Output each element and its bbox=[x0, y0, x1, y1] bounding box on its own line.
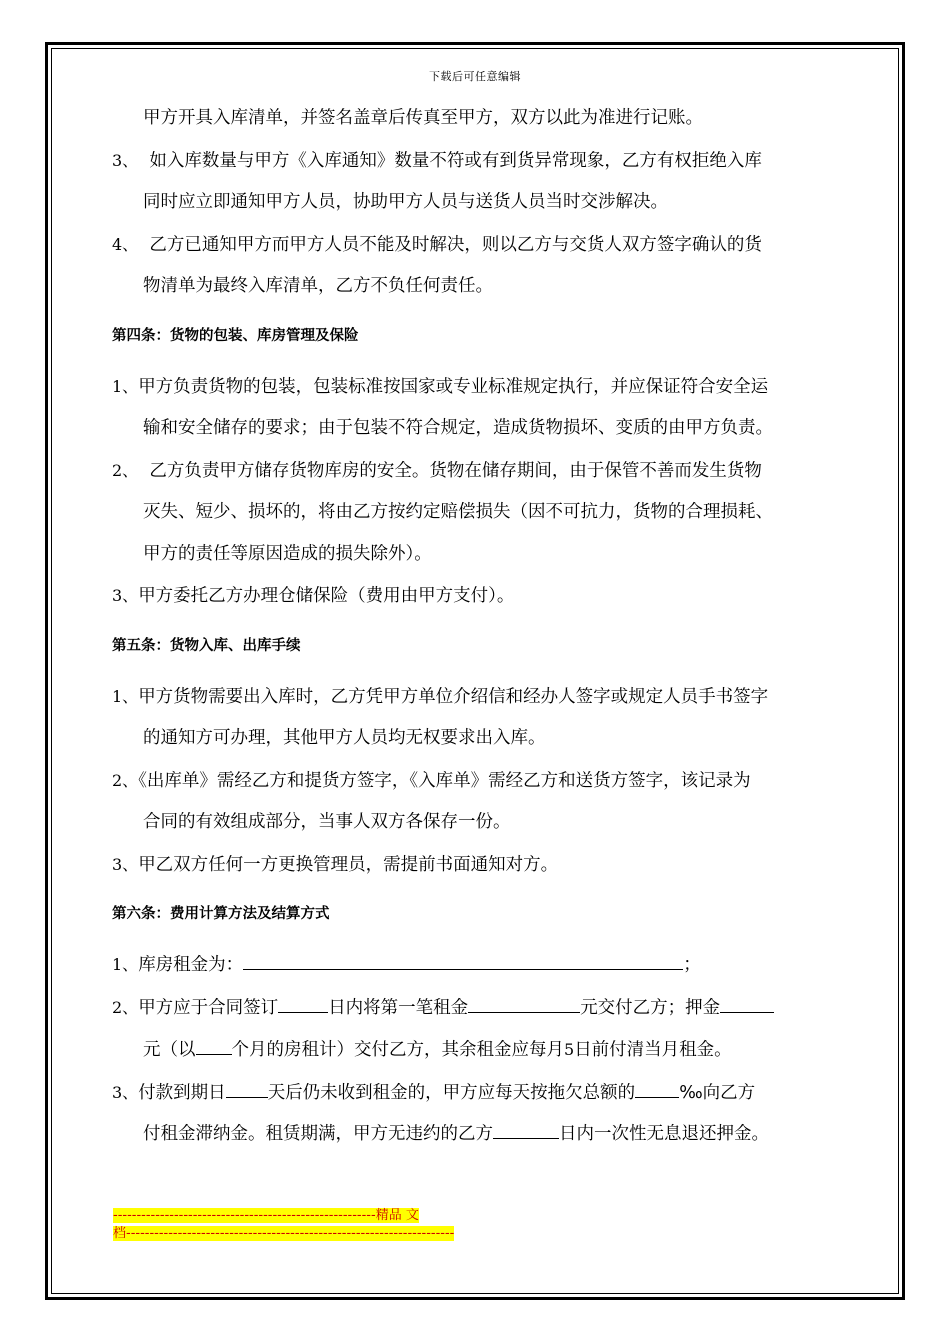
item-text-continued: 物清单为最终入库清单，乙方不负任何责任。 bbox=[143, 276, 493, 296]
item-number: 3、 bbox=[112, 150, 139, 170]
footer-line: 档---------------------------------------------------------------------- bbox=[113, 1226, 455, 1241]
blank-field bbox=[196, 1040, 232, 1055]
item-text: 付款到期日 bbox=[138, 1082, 226, 1103]
item-text: 元（以 bbox=[143, 1040, 196, 1060]
page-header: 下载后可任意编辑 bbox=[429, 70, 521, 83]
blank-field bbox=[635, 1083, 679, 1098]
item-text: 天后仍未收到租金的，甲方应每天按拖欠总额的 bbox=[267, 1082, 636, 1103]
item-text: 日内一次性无息退还押金。 bbox=[559, 1124, 769, 1144]
list-item bbox=[112, 224, 842, 267]
item-text: 付租金滞纳金。租赁期满，甲方无违约的乙方 bbox=[143, 1124, 493, 1144]
item-text-continued bbox=[112, 1114, 842, 1156]
footer-watermark bbox=[113, 1207, 454, 1243]
section-title: 第五条：货物入库、出库手续 bbox=[112, 637, 301, 654]
blank-field bbox=[226, 1083, 268, 1098]
section-title: 第六条：费用计算方法及结算方式 bbox=[112, 906, 330, 922]
item-text: ‰向乙方 bbox=[679, 1082, 756, 1103]
item-text: 乙方已通知甲方而甲方人员不能及时解决，则以乙方与交货人双方签字确认的货 bbox=[149, 234, 762, 255]
blank-field bbox=[278, 998, 328, 1013]
blank-field bbox=[243, 955, 683, 970]
footer-line: --------------------------------------------------------精品 文 bbox=[113, 1208, 419, 1223]
blank-field bbox=[493, 1124, 559, 1139]
item-text-continued: 灭失、短少、损坏的，将由乙方按约定赔偿损失（因不可抗力，货物的合理损耗、 bbox=[143, 502, 773, 522]
item-text: 甲乙双方任何一方更换管理员，需提前书面通知对方。 bbox=[138, 854, 559, 875]
item-text: 甲方货物需要出入库时，乙方凭甲方单位介绍信和经办人签字或规定人员手书签字 bbox=[138, 686, 769, 707]
item-text-continued: 的通知方可办理，其他甲方人员均无权要求出入库。 bbox=[143, 728, 546, 748]
list-item bbox=[112, 575, 842, 618]
list-item bbox=[112, 987, 842, 1030]
section-title: 第四条：货物的包装、库房管理及保险 bbox=[112, 327, 359, 344]
blank-field bbox=[720, 998, 774, 1013]
item-text: 日内将第一笔租金 bbox=[328, 997, 469, 1018]
item-number: 4、 bbox=[112, 234, 139, 254]
item-text-continued: 合同的有效组成部分，当事人双方各保存一份。 bbox=[143, 812, 511, 832]
item-number: 2、 bbox=[112, 997, 139, 1017]
item-text-continued: 输和安全储存的要求；由于包装不符合规定，造成货物损坏、变质的由甲方负责。 bbox=[143, 418, 773, 438]
item-number: 3、 bbox=[112, 586, 139, 605]
item-number: 5 bbox=[564, 1040, 575, 1059]
item-number: 2、 bbox=[112, 770, 139, 790]
item-text: 日前付清当月租金。 bbox=[574, 1040, 732, 1060]
document-body bbox=[112, 98, 842, 1156]
item-text: 元交付乙方；押金 bbox=[580, 997, 721, 1018]
list-item bbox=[112, 760, 842, 803]
item-number: 3、 bbox=[112, 1082, 139, 1102]
item-text: 个月的房租计）交付乙方，其余租金应每月 bbox=[231, 1040, 564, 1060]
item-number: 1、 bbox=[112, 955, 139, 974]
list-item bbox=[112, 676, 842, 719]
item-text-continued bbox=[112, 1029, 842, 1072]
paragraph: 甲方开具入库清单，并签名盖章后传真至甲方，双方以此为准进行记账。 bbox=[143, 108, 703, 128]
item-text: 库房租金为： bbox=[138, 955, 244, 975]
list-item bbox=[112, 844, 842, 887]
list-item bbox=[112, 944, 842, 987]
item-number: 1、 bbox=[112, 376, 139, 396]
item-text-continued: 甲方的责任等原因造成的损失除外）。 bbox=[143, 543, 432, 564]
list-item bbox=[112, 450, 842, 493]
item-text-continued: 同时应立即通知甲方人员，协助甲方人员与送货人员当时交涉解决。 bbox=[143, 192, 668, 212]
list-item bbox=[112, 1072, 842, 1115]
item-number: 2、 bbox=[112, 460, 139, 480]
item-text: 甲方应于合同签订 bbox=[138, 997, 279, 1018]
item-number: 1、 bbox=[112, 686, 139, 706]
list-item bbox=[112, 366, 842, 409]
item-text: 甲方负责货物的包装，包装标准按国家或专业标准规定执行，并应保证符合安全运 bbox=[138, 376, 769, 397]
item-text: 如入库数量与甲方《入库通知》数量不符或有到货异常现象，乙方有权拒绝入库 bbox=[149, 150, 762, 171]
item-text: 甲方委托乙方办理仓储保险（费用由甲方支付）。 bbox=[138, 586, 515, 606]
item-text: ； bbox=[683, 955, 701, 975]
blank-field bbox=[468, 998, 580, 1013]
item-text: 乙方负责甲方储存货物库房的安全。货物在储存期间，由于保管不善而发生货物 bbox=[149, 460, 762, 481]
item-text: 《出库单》需经乙方和提货方签字，《入库单》需经乙方和送货方签字，该记录为 bbox=[138, 770, 751, 791]
list-item bbox=[112, 140, 842, 183]
item-number: 3、 bbox=[112, 854, 139, 874]
